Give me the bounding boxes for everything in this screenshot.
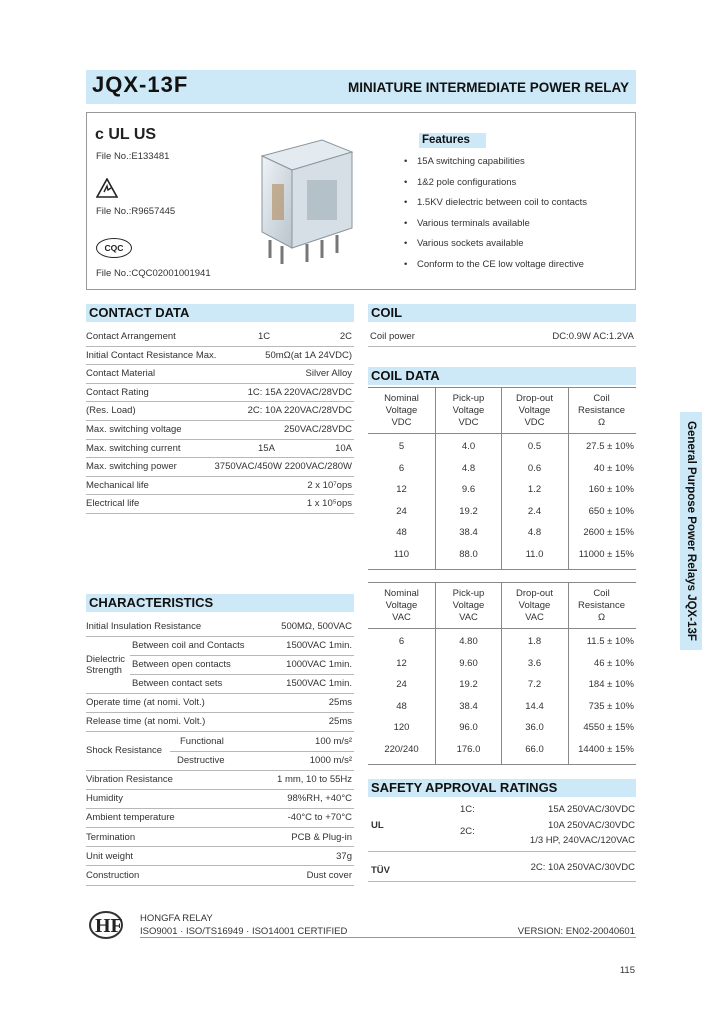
table-cell: 110 [393, 548, 410, 560]
char-row: Termination PCB & Plug-in [86, 829, 354, 848]
table-cell: 88.0 [459, 548, 478, 560]
contact-row: (Res. Load) 2C: 10A 220VAC/28VDC [86, 402, 354, 421]
table-cell: 12 [396, 657, 407, 669]
feature-item: • 1&2 pole configurations [404, 177, 517, 188]
table-cell: 5 [398, 441, 405, 452]
table-cell: 6 [398, 462, 405, 474]
ul-file-number: File No.:E133481 [96, 151, 170, 162]
table-cell: 66.0 [525, 743, 544, 755]
version-label: VERSION: EN02-20040601 [517, 926, 635, 937]
table-cell: 0.5 [527, 441, 542, 452]
table-cell: 735 ± 10% [588, 700, 634, 712]
feature-item: • Various terminals available [404, 218, 530, 229]
table-cell: 120 [393, 722, 410, 733]
table-header-divider [368, 433, 636, 434]
char-row: Operate time (at nomi. Volt.) 25ms [86, 694, 354, 713]
table-cell: 48 [396, 700, 407, 712]
table-cell: 4.8 [527, 527, 542, 538]
table-cell: 12 [396, 484, 407, 495]
table-cell: 48 [396, 527, 407, 538]
char-row: Initial Insulation Resistance 500MΩ, 500VAC [86, 618, 354, 637]
table-cell: 4.8 [461, 462, 476, 474]
table-cell: 160 ± 10% [588, 484, 634, 495]
table-cell: 176.0 [456, 743, 481, 755]
table-cell: 46 ± 10% [593, 657, 634, 669]
cqc-logo-icon [96, 238, 132, 258]
char-row: Between contact sets 1500VAC 1min. [86, 675, 354, 694]
table-cell: 27.5 ± 10% [586, 441, 634, 452]
table-cell: 1.8 [527, 636, 542, 647]
contact-data-title: CONTACT DATA [86, 304, 354, 322]
table-cell: 14400 ± 15% [578, 743, 634, 755]
iso-certification: ISO9001 · ISO/TS16949 · ISO14001 CERTIFIED [140, 926, 348, 937]
char-row: Destructive 1000 m/s² [86, 752, 354, 771]
table-header-cell: Pick-up Voltage VDC [452, 393, 485, 428]
char-row: Vibration Resistance 1 mm, 10 to 55Hz [86, 771, 354, 790]
ul-rating-hp: 1/3 HP, 240VAC/120VAC [529, 835, 635, 846]
table-cell: 11.0 [525, 548, 544, 560]
tuv-approval-label: TÜV [371, 865, 390, 876]
table-cell: 3.6 [527, 657, 542, 669]
char-row: Functional 100 m/s² [170, 733, 354, 752]
table-header-cell: Coil Resistance Ω [578, 393, 625, 428]
ul-logo-text: c UL US [95, 126, 157, 143]
table-cell: 40 ± 10% [593, 462, 634, 474]
triangle-file-number: File No.:R9657445 [96, 206, 176, 217]
feature-item: • 1.5KV dielectric between coil to contacts [404, 197, 588, 208]
table-cell: 184 ± 10% [588, 679, 634, 690]
char-row: Ambient temperature -40°C to +70°C [86, 809, 354, 828]
product-subtitle: MINIATURE INTERMEDIATE POWER RELAY [347, 80, 629, 95]
table-header-divider [368, 628, 636, 629]
table-cell: 4.80 [459, 636, 478, 647]
footer-divider [140, 937, 636, 938]
table-cell: 4.0 [461, 441, 476, 452]
model-title: JQX-13F [92, 72, 189, 97]
table-cell: 0.6 [527, 462, 542, 474]
table-cell: 11000 ± 15% [578, 548, 634, 560]
ul-pole-1c: 1C: [460, 804, 475, 815]
ul-rating-2c: 10A 250VAC/30VDC [548, 820, 635, 831]
table-cell: 7.2 [527, 679, 542, 690]
ul-rating-1c: 15A 250VAC/30VDC [548, 804, 635, 815]
table-header-cell: Pick-up Voltage VAC [452, 588, 485, 623]
contact-row: Initial Contact Resistance Max. 50mΩ(at 1A 24VDC) [86, 347, 354, 366]
features-title: Features [419, 133, 486, 148]
svg-text:HF: HF [95, 915, 123, 937]
table-cell: 4550 ± 15% [583, 722, 634, 733]
triangle-cert-icon [96, 178, 118, 198]
cqc-file-number: File No.:CQC02001001941 [96, 268, 211, 279]
brand-name: HONGFA RELAY [140, 913, 213, 924]
coil-title: COIL [368, 304, 636, 322]
table-header-cell: Drop-out Voltage VDC [516, 393, 553, 428]
tuv-rating: 2C: 10A 250VAC/30VDC [530, 862, 635, 873]
char-row: Between coil and Contacts 1500VAC 1min. [130, 637, 354, 656]
table-cell: 2600 ± 15% [583, 527, 634, 538]
char-row: Between open contacts 1000VAC 1min. [130, 656, 354, 675]
contact-row: Mechanical life 2 x 10⁷ops [86, 477, 354, 496]
contact-row: Electrical life 1 x 10⁵ops [86, 495, 354, 514]
feature-item: • Various sockets available [404, 238, 524, 249]
feature-item: • Conform to the CE low voltage directive [404, 259, 584, 270]
table-header-cell: Coil Resistance Ω [578, 588, 625, 623]
coil-power-row: Coil power DC:0.9W AC:1.2VA [368, 328, 636, 347]
table-cell: 19.2 [459, 679, 478, 690]
safety-approval-title: SAFETY APPROVAL RATINGS [368, 779, 636, 797]
cqc-logo-text: CQC [104, 243, 124, 253]
dielectric-group-label: Dielectric Strength [86, 654, 126, 676]
table-header-cell: Drop-out Voltage VAC [516, 588, 553, 623]
table-cell: 6 [398, 636, 405, 647]
char-row: Humidity 98%RH, +40°C [86, 790, 354, 809]
contact-row: Max. switching current 15A 10A [86, 440, 354, 459]
char-row: Unit weight 37g [86, 848, 354, 867]
hongfa-logo-icon [86, 910, 134, 940]
table-cell: 650 ± 10% [588, 505, 634, 517]
table-cell: 2.4 [527, 505, 542, 517]
contact-row: Contact Arrangement 1C 2C [86, 328, 354, 347]
coil-data-ac-table [368, 582, 636, 765]
page-number: 115 [619, 965, 635, 976]
table-cell: 19.2 [459, 505, 478, 517]
char-row: Release time (at nomi. Volt.) 25ms [86, 713, 354, 732]
contact-row: Max. switching voltage 250VAC/28VDC [86, 421, 354, 440]
table-header-cell: Nominal Voltage VAC [384, 588, 419, 623]
table-cell: 14.4 [525, 700, 544, 712]
table-cell: 11.5 ± 10% [586, 636, 634, 647]
table-cell: 36.0 [525, 722, 544, 733]
characteristics-title: CHARACTERISTICS [86, 594, 354, 612]
shock-group-label: Shock Resistance [86, 745, 163, 756]
table-cell: 9.6 [461, 484, 476, 495]
coil-data-title: COIL DATA [368, 367, 636, 385]
ul-approval-label: UL [371, 820, 384, 831]
feature-item: • 15A switching capabilities [404, 156, 525, 167]
side-tab-text: General Purpose Power Relays JQX-13F [685, 421, 697, 641]
ul-pole-2c: 2C: [460, 826, 475, 837]
ul-logo-icon [95, 126, 156, 144]
table-cell: 24 [396, 505, 407, 517]
contact-row: Contact Material Silver Alloy [86, 365, 354, 384]
contact-row: Contact Rating 1C: 15A 220VAC/28VDC [86, 384, 354, 403]
char-row: Construction Dust cover [86, 867, 354, 886]
table-cell: 1.2 [527, 484, 542, 495]
safety-bottom-divider [368, 881, 636, 882]
table-cell: 38.4 [459, 527, 478, 538]
table-cell: 9.60 [459, 657, 478, 669]
table-cell: 38.4 [459, 700, 478, 712]
table-cell: 96.0 [459, 722, 478, 733]
contact-row: Max. switching power 3750VAC/450W 2200VAC/280W [86, 458, 354, 477]
coil-data-dc-table [368, 387, 636, 570]
safety-divider [368, 851, 636, 852]
table-cell: 220/240 [384, 743, 419, 755]
relay-product-image [252, 136, 362, 276]
table-cell: 24 [396, 679, 407, 690]
table-header-cell: Nominal Voltage VDC [384, 393, 419, 428]
